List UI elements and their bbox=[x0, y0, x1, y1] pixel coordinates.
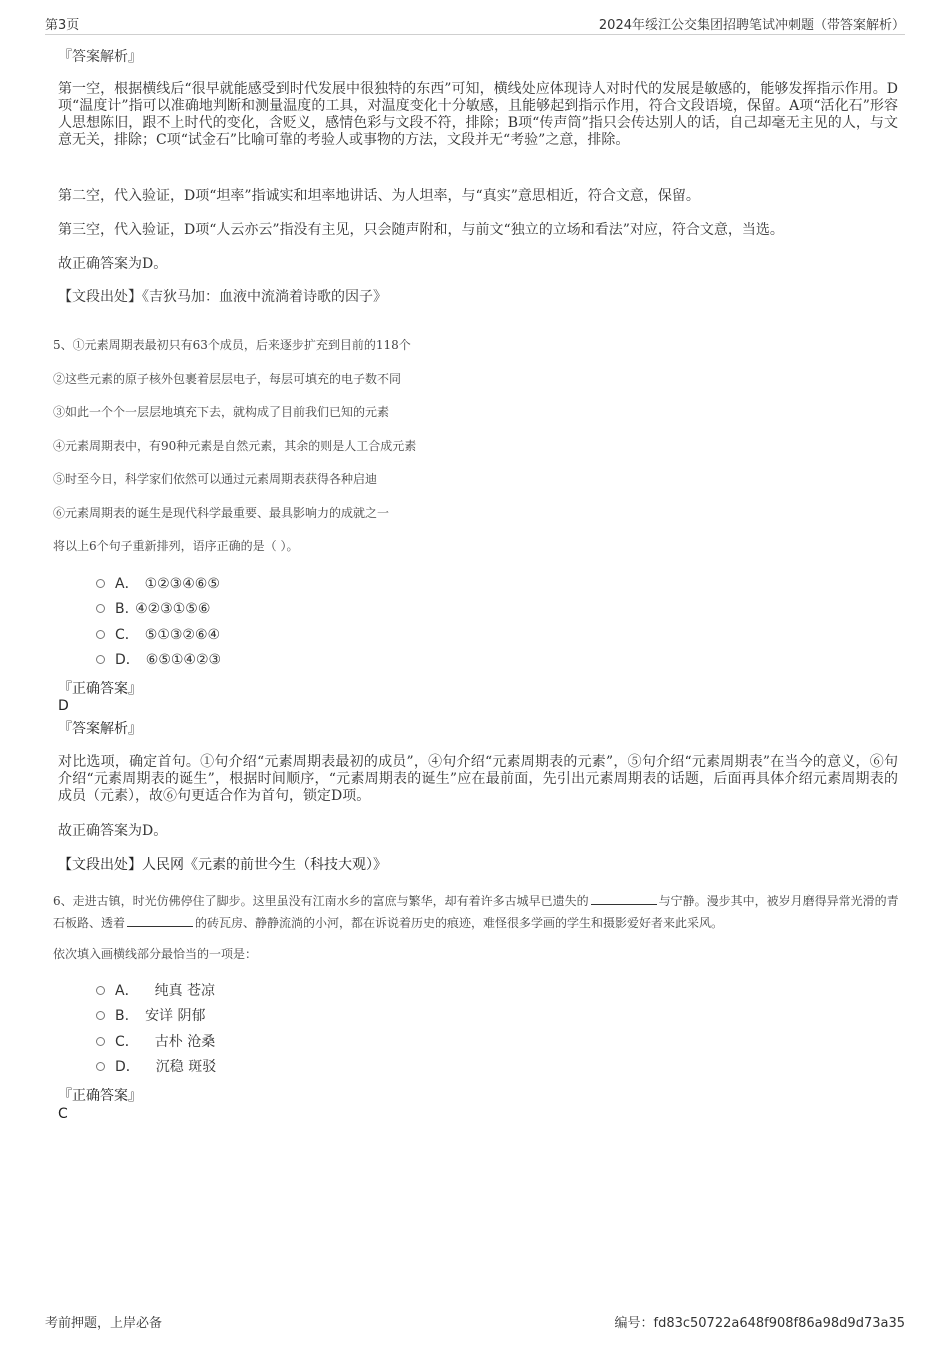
q5-sentence-4: ④元素周期表中，有90种元素是自然元素，其余的则是人工合成元素 bbox=[53, 439, 417, 453]
radio-icon[interactable] bbox=[96, 579, 105, 588]
radio-icon[interactable] bbox=[96, 986, 105, 995]
radio-icon[interactable] bbox=[96, 630, 105, 639]
q5-analysis-label: 『答案解析』 bbox=[58, 721, 142, 737]
q5-conclusion: 故正确答案为D。 bbox=[58, 823, 168, 839]
q6-option-c[interactable]: C． 古朴 沧桑 bbox=[96, 1033, 215, 1051]
q5-option-b[interactable]: B. ④②③①⑤⑥ bbox=[96, 600, 210, 618]
q6-stem: 6、走进古镇，时光仿佛停住了脚步。这里虽没有江南水乡的富庶与繁华，却有着许多古城早已遗失的 与宁静。漫步其中，被岁月磨得异常光滑的青石板路、透着 的砖瓦房、静静流淌的小河，都在诉说着历史的痕迹，难怪很多学画的学生和摄影爱好者来此采风。 bbox=[53, 894, 899, 930]
q5-option-d[interactable]: D． ⑥⑤①④②③ bbox=[96, 651, 221, 669]
q5-answer-label: 『正确答案』 bbox=[58, 681, 142, 697]
blank-1 bbox=[591, 892, 657, 905]
blank-2 bbox=[127, 914, 193, 927]
q4-source: 【文段出处】《吉狄马加：血液中流淌着诗歌的因子》 bbox=[58, 289, 387, 305]
q6-option-b[interactable]: B. 安详 阴郁 bbox=[96, 1007, 206, 1025]
document-title: 2024年绥江公交集团招聘笔试冲刺题（带答案解析） bbox=[598, 18, 905, 33]
q5-stem: 5、①元素周期表最初只有63个成员，后来逐步扩充到目前的118个 bbox=[53, 338, 411, 352]
q5-analysis: 对比选项，确定首句。①句介绍“元素周期表最初的成员”，④句介绍“元素周期表的元素”，⑤句介绍“元素周期表”在当今的意义，⑥句介绍“元素周期表的诞生”，根据时间顺序，“元素周期表的诞生”应在最前面，先引出元素周期表的话题，后面再具体介绍元素周期表的成员（元素），故⑥句更适合作为首句，锁定D项。 bbox=[58, 754, 898, 804]
q4-analysis-p1: 第一空，根据横线后“很早就能感受到时代发展中很独特的东西”可知，横线处应体现诗人对时代的发展是敏感的，能够发挥指示作用。D项“温度计”指可以准确地判断和测量温度的工具，对温度变化十分敏感，且能够起到指示作用，符合文段语境，保留。A项“活化石”形容人思想陈旧，跟不上时代的变化，含贬义，感情色彩与文段不符，排除；B项“传声筒”指只会传达别人的话，自己却毫无主见的人，与文意无关，排除；C项“试金石”比喻可靠的考验人或事物的方法，文段并无“考验”之意，排除。 bbox=[58, 81, 898, 148]
q5-prompt: 将以上6个句子重新排列，语序正确的是（ ）。 bbox=[53, 539, 299, 553]
page-footer bbox=[45, 1312, 905, 1332]
radio-icon[interactable] bbox=[96, 1037, 105, 1046]
q5-sentence-2: ②这些元素的原子核外包裹着层层电子，每层可填充的电子数不同 bbox=[53, 372, 402, 386]
page-number: 第3页 bbox=[45, 18, 80, 33]
footer-slogan: 考前押题，上岸必备 bbox=[45, 1316, 163, 1331]
q5-source: 【文段出处】人民网《元素的前世今生（科技大观）》 bbox=[58, 857, 387, 873]
radio-icon[interactable] bbox=[96, 604, 105, 613]
radio-icon[interactable] bbox=[96, 655, 105, 664]
q6-answer-label: 『正确答案』 bbox=[58, 1088, 142, 1104]
q4-analysis-p2: 第二空，代入验证，D项“坦率”指诚实和坦率地讲话、为人坦率，与“真实”意思相近，符合文意，保留。 bbox=[58, 188, 700, 204]
q6-option-d[interactable]: D． 沉稳 斑驳 bbox=[96, 1058, 216, 1076]
q6-option-a[interactable]: A． 纯真 苍凉 bbox=[96, 982, 215, 1000]
document-code: 编号：fd83c50722a648f908f86a98d9d73a35 bbox=[614, 1316, 905, 1331]
q5-option-c[interactable]: C． ⑤①③②⑥④ bbox=[96, 626, 220, 644]
page-header bbox=[45, 12, 905, 35]
radio-icon[interactable] bbox=[96, 1011, 105, 1020]
q6-prompt: 依次填入画横线部分最恰当的一项是： bbox=[53, 947, 258, 961]
q4-analysis-p3: 第三空，代入验证，D项“人云亦云”指没有主见，只会随声附和，与前文“独立的立场和看法”对应，符合文意，当选。 bbox=[58, 222, 784, 238]
q5-sentence-3: ③如此一个个一层层地填充下去，就构成了目前我们已知的元素 bbox=[53, 405, 390, 419]
q5-sentence-5: ⑤时至今日，科学家们依然可以通过元素周期表获得各种启迪 bbox=[53, 472, 378, 486]
q4-analysis-label: 『答案解析』 bbox=[58, 49, 142, 65]
q5-option-a[interactable]: A． ①②③④⑥⑤ bbox=[96, 575, 220, 593]
radio-icon[interactable] bbox=[96, 1062, 105, 1071]
q5-answer: D bbox=[58, 698, 69, 714]
q5-sentence-6: ⑥元素周期表的诞生是现代科学最重要、最具影响力的成就之一 bbox=[53, 506, 390, 520]
q4-conclusion: 故正确答案为D。 bbox=[58, 256, 168, 272]
q6-answer: C bbox=[58, 1106, 68, 1122]
